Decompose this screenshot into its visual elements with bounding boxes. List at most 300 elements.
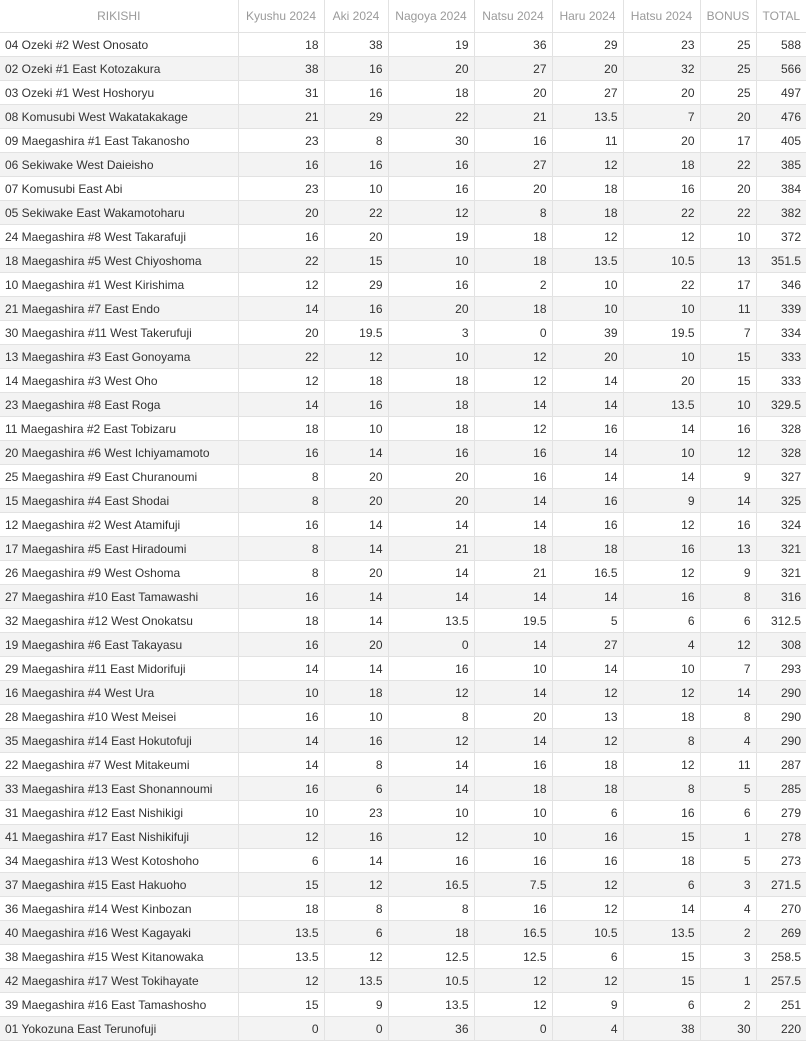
kyushu-2024-cell: 14 bbox=[238, 393, 324, 417]
column-header-hatsu-2024[interactable]: Hatsu 2024 bbox=[623, 0, 700, 33]
natsu-2024-cell: 18 bbox=[474, 537, 552, 561]
natsu-2024-cell: 14 bbox=[474, 489, 552, 513]
header-row bbox=[0, 0, 806, 33]
bonus-cell: 3 bbox=[700, 945, 756, 969]
bonus-cell: 7 bbox=[700, 321, 756, 345]
aki-2024-cell: 9 bbox=[324, 993, 388, 1017]
rikishi-name-cell: 36 Maegashira #14 West Kinbozan bbox=[0, 897, 238, 921]
bonus-cell: 17 bbox=[700, 273, 756, 297]
total-cell: 588 bbox=[756, 33, 806, 57]
total-cell: 329.5 bbox=[756, 393, 806, 417]
haru-2024-cell: 10 bbox=[552, 273, 623, 297]
aki-2024-cell: 10 bbox=[324, 177, 388, 201]
natsu-2024-cell: 20 bbox=[474, 705, 552, 729]
total-cell: 321 bbox=[756, 561, 806, 585]
hatsu-2024-cell: 22 bbox=[623, 201, 700, 225]
table-row bbox=[0, 297, 806, 321]
natsu-2024-cell: 10 bbox=[474, 801, 552, 825]
table-row bbox=[0, 609, 806, 633]
natsu-2024-cell: 16 bbox=[474, 441, 552, 465]
rikishi-name-cell: 31 Maegashira #12 East Nishikigi bbox=[0, 801, 238, 825]
nagoya-2024-cell: 0 bbox=[388, 633, 474, 657]
kyushu-2024-cell: 12 bbox=[238, 369, 324, 393]
haru-2024-cell: 16 bbox=[552, 489, 623, 513]
kyushu-2024-cell: 21 bbox=[238, 105, 324, 129]
hatsu-2024-cell: 15 bbox=[623, 945, 700, 969]
hatsu-2024-cell: 6 bbox=[623, 609, 700, 633]
nagoya-2024-cell: 16 bbox=[388, 441, 474, 465]
haru-2024-cell: 20 bbox=[552, 345, 623, 369]
table-row bbox=[0, 537, 806, 561]
kyushu-2024-cell: 8 bbox=[238, 489, 324, 513]
nagoya-2024-cell: 14 bbox=[388, 513, 474, 537]
haru-2024-cell: 12 bbox=[552, 897, 623, 921]
nagoya-2024-cell: 13.5 bbox=[388, 609, 474, 633]
nagoya-2024-cell: 20 bbox=[388, 297, 474, 321]
total-cell: 290 bbox=[756, 681, 806, 705]
haru-2024-cell: 14 bbox=[552, 393, 623, 417]
bonus-cell: 10 bbox=[700, 393, 756, 417]
bonus-cell: 4 bbox=[700, 729, 756, 753]
aki-2024-cell: 16 bbox=[324, 729, 388, 753]
aki-2024-cell: 18 bbox=[324, 369, 388, 393]
natsu-2024-cell: 18 bbox=[474, 297, 552, 321]
rikishi-name-cell: 30 Maegashira #11 West Takerufuji bbox=[0, 321, 238, 345]
nagoya-2024-cell: 16 bbox=[388, 153, 474, 177]
aki-2024-cell: 10 bbox=[324, 417, 388, 441]
haru-2024-cell: 14 bbox=[552, 369, 623, 393]
haru-2024-cell: 29 bbox=[552, 33, 623, 57]
kyushu-2024-cell: 22 bbox=[238, 345, 324, 369]
aki-2024-cell: 14 bbox=[324, 537, 388, 561]
aki-2024-cell: 23 bbox=[324, 801, 388, 825]
natsu-2024-cell: 8 bbox=[474, 201, 552, 225]
nagoya-2024-cell: 12 bbox=[388, 201, 474, 225]
total-cell: 293 bbox=[756, 657, 806, 681]
bonus-cell: 17 bbox=[700, 129, 756, 153]
table-row bbox=[0, 825, 806, 849]
aki-2024-cell: 22 bbox=[324, 201, 388, 225]
haru-2024-cell: 12 bbox=[552, 873, 623, 897]
bonus-cell: 2 bbox=[700, 993, 756, 1017]
column-header-kyushu-2024[interactable]: Kyushu 2024 bbox=[238, 0, 324, 33]
hatsu-2024-cell: 15 bbox=[623, 825, 700, 849]
nagoya-2024-cell: 10.5 bbox=[388, 969, 474, 993]
natsu-2024-cell: 14 bbox=[474, 681, 552, 705]
hatsu-2024-cell: 10 bbox=[623, 345, 700, 369]
rikishi-name-cell: 37 Maegashira #15 East Hakuoho bbox=[0, 873, 238, 897]
kyushu-2024-cell: 15 bbox=[238, 993, 324, 1017]
aki-2024-cell: 18 bbox=[324, 681, 388, 705]
total-cell: 351.5 bbox=[756, 249, 806, 273]
natsu-2024-cell: 14 bbox=[474, 393, 552, 417]
bonus-cell: 20 bbox=[700, 105, 756, 129]
table-row bbox=[0, 513, 806, 537]
haru-2024-cell: 9 bbox=[552, 993, 623, 1017]
table-row bbox=[0, 705, 806, 729]
hatsu-2024-cell: 22 bbox=[623, 273, 700, 297]
aki-2024-cell: 16 bbox=[324, 297, 388, 321]
haru-2024-cell: 20 bbox=[552, 57, 623, 81]
total-cell: 270 bbox=[756, 897, 806, 921]
nagoya-2024-cell: 16 bbox=[388, 273, 474, 297]
hatsu-2024-cell: 12 bbox=[623, 681, 700, 705]
column-header-haru-2024[interactable]: Haru 2024 bbox=[552, 0, 623, 33]
table-row bbox=[0, 153, 806, 177]
aki-2024-cell: 6 bbox=[324, 777, 388, 801]
aki-2024-cell: 14 bbox=[324, 441, 388, 465]
kyushu-2024-cell: 0 bbox=[238, 1017, 324, 1041]
kyushu-2024-cell: 16 bbox=[238, 705, 324, 729]
total-cell: 269 bbox=[756, 921, 806, 945]
table-row bbox=[0, 1017, 806, 1041]
kyushu-2024-cell: 23 bbox=[238, 177, 324, 201]
bonus-cell: 4 bbox=[700, 897, 756, 921]
rikishi-name-cell: 08 Komusubi West Wakatakakage bbox=[0, 105, 238, 129]
natsu-2024-cell: 14 bbox=[474, 729, 552, 753]
table-row bbox=[0, 561, 806, 585]
hatsu-2024-cell: 16 bbox=[623, 537, 700, 561]
total-cell: 258.5 bbox=[756, 945, 806, 969]
aki-2024-cell: 29 bbox=[324, 273, 388, 297]
rikishi-name-cell: 06 Sekiwake West Daieisho bbox=[0, 153, 238, 177]
aki-2024-cell: 20 bbox=[324, 225, 388, 249]
haru-2024-cell: 13 bbox=[552, 705, 623, 729]
total-cell: 497 bbox=[756, 81, 806, 105]
rikishi-name-cell: 23 Maegashira #8 East Roga bbox=[0, 393, 238, 417]
table-row bbox=[0, 897, 806, 921]
bonus-cell: 11 bbox=[700, 297, 756, 321]
table-row bbox=[0, 945, 806, 969]
table-row bbox=[0, 657, 806, 681]
kyushu-2024-cell: 14 bbox=[238, 729, 324, 753]
rikishi-name-cell: 32 Maegashira #12 West Onokatsu bbox=[0, 609, 238, 633]
total-cell: 328 bbox=[756, 441, 806, 465]
natsu-2024-cell: 7.5 bbox=[474, 873, 552, 897]
natsu-2024-cell: 21 bbox=[474, 105, 552, 129]
nagoya-2024-cell: 19 bbox=[388, 33, 474, 57]
natsu-2024-cell: 16 bbox=[474, 465, 552, 489]
natsu-2024-cell: 12 bbox=[474, 369, 552, 393]
bonus-cell: 16 bbox=[700, 417, 756, 441]
table-row bbox=[0, 177, 806, 201]
total-cell: 325 bbox=[756, 489, 806, 513]
nagoya-2024-cell: 20 bbox=[388, 489, 474, 513]
aki-2024-cell: 12 bbox=[324, 345, 388, 369]
natsu-2024-cell: 12.5 bbox=[474, 945, 552, 969]
nagoya-2024-cell: 18 bbox=[388, 417, 474, 441]
aki-2024-cell: 0 bbox=[324, 1017, 388, 1041]
rikishi-name-cell: 15 Maegashira #4 East Shodai bbox=[0, 489, 238, 513]
table-row bbox=[0, 105, 806, 129]
hatsu-2024-cell: 12 bbox=[623, 561, 700, 585]
hatsu-2024-cell: 23 bbox=[623, 33, 700, 57]
kyushu-2024-cell: 16 bbox=[238, 585, 324, 609]
bonus-cell: 14 bbox=[700, 489, 756, 513]
natsu-2024-cell: 16.5 bbox=[474, 921, 552, 945]
nagoya-2024-cell: 8 bbox=[388, 897, 474, 921]
bonus-cell: 11 bbox=[700, 753, 756, 777]
rikishi-name-cell: 10 Maegashira #1 West Kirishima bbox=[0, 273, 238, 297]
kyushu-2024-cell: 16 bbox=[238, 441, 324, 465]
bonus-cell: 15 bbox=[700, 369, 756, 393]
nagoya-2024-cell: 12 bbox=[388, 681, 474, 705]
bonus-cell: 22 bbox=[700, 153, 756, 177]
natsu-2024-cell: 0 bbox=[474, 321, 552, 345]
bonus-cell: 1 bbox=[700, 825, 756, 849]
kyushu-2024-cell: 13.5 bbox=[238, 945, 324, 969]
natsu-2024-cell: 2 bbox=[474, 273, 552, 297]
haru-2024-cell: 13.5 bbox=[552, 105, 623, 129]
rikishi-name-cell: 20 Maegashira #6 West Ichiyamamoto bbox=[0, 441, 238, 465]
kyushu-2024-cell: 8 bbox=[238, 561, 324, 585]
hatsu-2024-cell: 4 bbox=[623, 633, 700, 657]
table-row bbox=[0, 729, 806, 753]
aki-2024-cell: 12 bbox=[324, 945, 388, 969]
bonus-cell: 10 bbox=[700, 225, 756, 249]
kyushu-2024-cell: 18 bbox=[238, 897, 324, 921]
natsu-2024-cell: 14 bbox=[474, 585, 552, 609]
kyushu-2024-cell: 16 bbox=[238, 153, 324, 177]
aki-2024-cell: 8 bbox=[324, 897, 388, 921]
table-row bbox=[0, 369, 806, 393]
aki-2024-cell: 14 bbox=[324, 585, 388, 609]
total-cell: 327 bbox=[756, 465, 806, 489]
aki-2024-cell: 8 bbox=[324, 129, 388, 153]
hatsu-2024-cell: 14 bbox=[623, 897, 700, 921]
kyushu-2024-cell: 12 bbox=[238, 825, 324, 849]
bonus-cell: 13 bbox=[700, 249, 756, 273]
natsu-2024-cell: 14 bbox=[474, 513, 552, 537]
rikishi-name-cell: 13 Maegashira #3 East Gonoyama bbox=[0, 345, 238, 369]
total-cell: 257.5 bbox=[756, 969, 806, 993]
hatsu-2024-cell: 12 bbox=[623, 225, 700, 249]
hatsu-2024-cell: 10.5 bbox=[623, 249, 700, 273]
rikishi-name-cell: 03 Ozeki #1 West Hoshoryu bbox=[0, 81, 238, 105]
kyushu-2024-cell: 20 bbox=[238, 201, 324, 225]
total-cell: 346 bbox=[756, 273, 806, 297]
haru-2024-cell: 10 bbox=[552, 297, 623, 321]
total-cell: 385 bbox=[756, 153, 806, 177]
hatsu-2024-cell: 9 bbox=[623, 489, 700, 513]
hatsu-2024-cell: 18 bbox=[623, 153, 700, 177]
column-header-aki-2024[interactable]: Aki 2024 bbox=[324, 0, 388, 33]
table-row bbox=[0, 129, 806, 153]
rikishi-name-cell: 40 Maegashira #16 West Kagayaki bbox=[0, 921, 238, 945]
hatsu-2024-cell: 6 bbox=[623, 873, 700, 897]
kyushu-2024-cell: 38 bbox=[238, 57, 324, 81]
rikishi-name-cell: 24 Maegashira #8 West Takarafuji bbox=[0, 225, 238, 249]
haru-2024-cell: 16 bbox=[552, 513, 623, 537]
nagoya-2024-cell: 16 bbox=[388, 849, 474, 873]
rikishi-name-cell: 38 Maegashira #15 West Kitanowaka bbox=[0, 945, 238, 969]
kyushu-2024-cell: 16 bbox=[238, 777, 324, 801]
bonus-cell: 13 bbox=[700, 537, 756, 561]
bonus-cell: 5 bbox=[700, 849, 756, 873]
hatsu-2024-cell: 16 bbox=[623, 801, 700, 825]
kyushu-2024-cell: 8 bbox=[238, 537, 324, 561]
aki-2024-cell: 16 bbox=[324, 153, 388, 177]
bonus-cell: 9 bbox=[700, 561, 756, 585]
haru-2024-cell: 14 bbox=[552, 465, 623, 489]
total-cell: 566 bbox=[756, 57, 806, 81]
table-row bbox=[0, 633, 806, 657]
bonus-cell: 20 bbox=[700, 177, 756, 201]
natsu-2024-cell: 18 bbox=[474, 249, 552, 273]
rikishi-name-cell: 14 Maegashira #3 West Oho bbox=[0, 369, 238, 393]
total-cell: 290 bbox=[756, 705, 806, 729]
bonus-cell: 12 bbox=[700, 633, 756, 657]
natsu-2024-cell: 20 bbox=[474, 81, 552, 105]
column-header-bonus[interactable]: BONUS bbox=[700, 0, 756, 33]
table-row bbox=[0, 393, 806, 417]
bonus-cell: 22 bbox=[700, 201, 756, 225]
nagoya-2024-cell: 18 bbox=[388, 81, 474, 105]
haru-2024-cell: 12 bbox=[552, 225, 623, 249]
table-row bbox=[0, 489, 806, 513]
natsu-2024-cell: 14 bbox=[474, 633, 552, 657]
natsu-2024-cell: 18 bbox=[474, 225, 552, 249]
total-cell: 312.5 bbox=[756, 609, 806, 633]
table-row bbox=[0, 849, 806, 873]
table-row bbox=[0, 753, 806, 777]
nagoya-2024-cell: 14 bbox=[388, 777, 474, 801]
natsu-2024-cell: 16 bbox=[474, 129, 552, 153]
kyushu-2024-cell: 12 bbox=[238, 969, 324, 993]
nagoya-2024-cell: 22 bbox=[388, 105, 474, 129]
column-header-nagoya-2024[interactable]: Nagoya 2024 bbox=[388, 0, 474, 33]
haru-2024-cell: 18 bbox=[552, 777, 623, 801]
rikishi-name-cell: 19 Maegashira #6 East Takayasu bbox=[0, 633, 238, 657]
table-row bbox=[0, 921, 806, 945]
bonus-cell: 8 bbox=[700, 585, 756, 609]
nagoya-2024-cell: 36 bbox=[388, 1017, 474, 1041]
haru-2024-cell: 27 bbox=[552, 81, 623, 105]
aki-2024-cell: 14 bbox=[324, 513, 388, 537]
table-row bbox=[0, 441, 806, 465]
rikishi-name-cell: 17 Maegashira #5 East Hiradoumi bbox=[0, 537, 238, 561]
nagoya-2024-cell: 10 bbox=[388, 345, 474, 369]
aki-2024-cell: 16 bbox=[324, 825, 388, 849]
aki-2024-cell: 13.5 bbox=[324, 969, 388, 993]
total-cell: 285 bbox=[756, 777, 806, 801]
column-header-rikishi[interactable]: RIKISHI bbox=[0, 0, 238, 33]
nagoya-2024-cell: 18 bbox=[388, 369, 474, 393]
aki-2024-cell: 20 bbox=[324, 465, 388, 489]
bonus-cell: 14 bbox=[700, 681, 756, 705]
natsu-2024-cell: 27 bbox=[474, 153, 552, 177]
total-cell: 324 bbox=[756, 513, 806, 537]
nagoya-2024-cell: 3 bbox=[388, 321, 474, 345]
kyushu-2024-cell: 14 bbox=[238, 657, 324, 681]
nagoya-2024-cell: 18 bbox=[388, 393, 474, 417]
haru-2024-cell: 39 bbox=[552, 321, 623, 345]
kyushu-2024-cell: 23 bbox=[238, 129, 324, 153]
hatsu-2024-cell: 18 bbox=[623, 849, 700, 873]
kyushu-2024-cell: 13.5 bbox=[238, 921, 324, 945]
hatsu-2024-cell: 38 bbox=[623, 1017, 700, 1041]
kyushu-2024-cell: 14 bbox=[238, 297, 324, 321]
hatsu-2024-cell: 6 bbox=[623, 993, 700, 1017]
total-cell: 271.5 bbox=[756, 873, 806, 897]
column-header-natsu-2024[interactable]: Natsu 2024 bbox=[474, 0, 552, 33]
total-cell: 476 bbox=[756, 105, 806, 129]
haru-2024-cell: 4 bbox=[552, 1017, 623, 1041]
bonus-cell: 6 bbox=[700, 801, 756, 825]
hatsu-2024-cell: 13.5 bbox=[623, 921, 700, 945]
table-row bbox=[0, 33, 806, 57]
table-row bbox=[0, 249, 806, 273]
bonus-cell: 1 bbox=[700, 969, 756, 993]
nagoya-2024-cell: 16 bbox=[388, 177, 474, 201]
haru-2024-cell: 14 bbox=[552, 441, 623, 465]
hatsu-2024-cell: 16 bbox=[623, 585, 700, 609]
hatsu-2024-cell: 16 bbox=[623, 177, 700, 201]
haru-2024-cell: 18 bbox=[552, 537, 623, 561]
total-cell: 290 bbox=[756, 729, 806, 753]
haru-2024-cell: 14 bbox=[552, 657, 623, 681]
nagoya-2024-cell: 14 bbox=[388, 561, 474, 585]
nagoya-2024-cell: 10 bbox=[388, 249, 474, 273]
total-cell: 372 bbox=[756, 225, 806, 249]
hatsu-2024-cell: 15 bbox=[623, 969, 700, 993]
column-header-total[interactable]: TOTAL bbox=[756, 0, 806, 33]
haru-2024-cell: 16.5 bbox=[552, 561, 623, 585]
haru-2024-cell: 12 bbox=[552, 681, 623, 705]
bonus-cell: 16 bbox=[700, 513, 756, 537]
aki-2024-cell: 15 bbox=[324, 249, 388, 273]
total-cell: 384 bbox=[756, 177, 806, 201]
aki-2024-cell: 20 bbox=[324, 489, 388, 513]
hatsu-2024-cell: 14 bbox=[623, 417, 700, 441]
natsu-2024-cell: 16 bbox=[474, 849, 552, 873]
natsu-2024-cell: 12 bbox=[474, 345, 552, 369]
total-cell: 308 bbox=[756, 633, 806, 657]
rikishi-name-cell: 42 Maegashira #17 West Tokihayate bbox=[0, 969, 238, 993]
kyushu-2024-cell: 6 bbox=[238, 849, 324, 873]
natsu-2024-cell: 21 bbox=[474, 561, 552, 585]
nagoya-2024-cell: 19 bbox=[388, 225, 474, 249]
bonus-cell: 25 bbox=[700, 33, 756, 57]
hatsu-2024-cell: 20 bbox=[623, 369, 700, 393]
haru-2024-cell: 16 bbox=[552, 825, 623, 849]
nagoya-2024-cell: 20 bbox=[388, 57, 474, 81]
table-row bbox=[0, 969, 806, 993]
nagoya-2024-cell: 20 bbox=[388, 465, 474, 489]
kyushu-2024-cell: 16 bbox=[238, 633, 324, 657]
aki-2024-cell: 16 bbox=[324, 81, 388, 105]
hatsu-2024-cell: 18 bbox=[623, 705, 700, 729]
hatsu-2024-cell: 10 bbox=[623, 441, 700, 465]
natsu-2024-cell: 36 bbox=[474, 33, 552, 57]
natsu-2024-cell: 12 bbox=[474, 417, 552, 441]
kyushu-2024-cell: 15 bbox=[238, 873, 324, 897]
table-row bbox=[0, 57, 806, 81]
natsu-2024-cell: 19.5 bbox=[474, 609, 552, 633]
kyushu-2024-cell: 22 bbox=[238, 249, 324, 273]
total-cell: 328 bbox=[756, 417, 806, 441]
natsu-2024-cell: 18 bbox=[474, 777, 552, 801]
table-row bbox=[0, 873, 806, 897]
table-row bbox=[0, 993, 806, 1017]
bonus-cell: 6 bbox=[700, 609, 756, 633]
rikishi-name-cell: 16 Maegashira #4 West Ura bbox=[0, 681, 238, 705]
hatsu-2024-cell: 8 bbox=[623, 729, 700, 753]
kyushu-2024-cell: 31 bbox=[238, 81, 324, 105]
rikishi-name-cell: 22 Maegashira #7 West Mitakeumi bbox=[0, 753, 238, 777]
hatsu-2024-cell: 32 bbox=[623, 57, 700, 81]
hatsu-2024-cell: 12 bbox=[623, 753, 700, 777]
